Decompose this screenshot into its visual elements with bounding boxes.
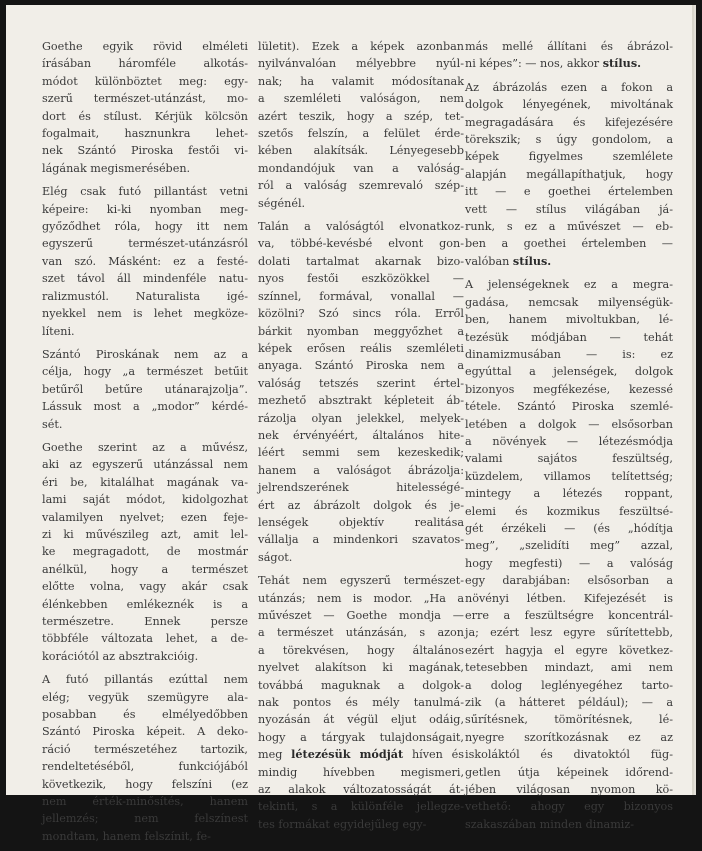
text-line: jében világosan nyomon kö- (465, 783, 673, 797)
text-line: anyaga. Szántó Piroska nem a (258, 359, 464, 373)
text-line: mintegy a létezés roppant, (465, 487, 673, 501)
text-line: léért semmi sem kezeskedik; (258, 446, 464, 460)
emphasis-text: stílus. (512, 253, 552, 268)
paragraph (465, 38, 673, 73)
text-line: többféle változata lehet, a de- (42, 632, 248, 646)
text-line: gadása, nemcsak milyenségük- (465, 295, 673, 309)
text-line: Tehát nem egyszerű természet- (258, 574, 464, 588)
text-line: sűrítésnek, tömörítésnek, lé- (465, 713, 673, 727)
text-line: következik, hogy felszíni (ez (42, 777, 248, 791)
text-line: letében a dolgok — elsősorban (465, 417, 673, 431)
text-line: törekszik; s úgy gondolom, a (465, 133, 673, 147)
text-line: Az ábrázolás ezen a fokon a (465, 80, 673, 94)
text-line: utánzás; nem is modor. „Ha a (258, 591, 464, 605)
text-line: ke megragadott, de mostmár (42, 545, 248, 559)
paragraph (258, 572, 464, 833)
text-line: aki az egyszerű utánzással nem (42, 458, 248, 472)
text-line: elég; vegyük szemügyre ala- (42, 690, 248, 704)
text-line: a törekvésen, hogy általános (258, 643, 464, 657)
text-line: anélkül, hogy a természet (42, 562, 248, 576)
text-line: egy darabjában: elsősorban a (465, 574, 673, 588)
text-line: rendeltetéséből, funkciójából (42, 760, 248, 774)
text-line: Goethe szerint az a művész, (42, 440, 248, 454)
text-line: nyelvet alakítson ki magának, (258, 661, 464, 675)
text-line: Szántó Piroska képeit. A deko- (42, 725, 248, 739)
text-line: nak; ha valamit módosítanak (258, 74, 464, 88)
text-line: célja, hogy „a természet betűit (42, 365, 248, 379)
text-line: dinamizmusában — is: ez (465, 347, 673, 361)
text-line: fogalmait, hasznunkra lehet- (42, 127, 248, 141)
text-line: Goethe egyik rövid elméleti (42, 40, 248, 53)
text-line: mondandójuk van a valóság- (258, 161, 464, 175)
text-line: alapján megállapíthatjuk, hogy (465, 167, 673, 181)
text-line: mezhető absztrakt képleteit áb- (258, 394, 464, 408)
text-line: elemi és kozmikus feszültsé- (465, 504, 673, 518)
text-line: valami sajátos feszültség, (465, 452, 673, 466)
text-line: képek figyelmes szemlélete (465, 150, 673, 164)
text-line: hogy a tárgyak tulajdonságait, (258, 730, 464, 744)
paragraph (42, 183, 248, 340)
text-line: kében alakítsák. Lényegesebb (258, 144, 464, 158)
text-line: erre a feszültségre koncentrál- (465, 609, 673, 622)
text-line: ráció természetéhez tartozik, (42, 742, 248, 756)
text-line: nek érvényéért, általános hite- (258, 428, 464, 442)
text-line: dolgok lényegének, mivoltának (465, 98, 673, 112)
paragraph (42, 346, 248, 433)
text-line: nyilvánvalóan mélyebbre nyúl- (258, 57, 464, 71)
text-line: lületit). Ezek a képek azonban (258, 40, 464, 53)
text-line: színnel, formával, vonallal — (258, 289, 464, 303)
text-line: azért teszik, hogy a szép, tet- (258, 109, 464, 123)
text-line: győződhet róla, hogy itt nem (42, 220, 248, 234)
text-line: va, többé-kevésbé elvont gon- (258, 237, 464, 251)
text-line: nem érték-minősítés, hanem (42, 795, 248, 809)
text-line: líteni. (42, 324, 75, 338)
text-line: módot különböztet meg: egy- (42, 74, 248, 88)
text-column-1 (42, 38, 248, 851)
text-line: nak pontos és mély tanulmá- (258, 696, 464, 710)
text-line: ezért hagyja el egyre következ- (465, 643, 673, 657)
text-line: ja; ezért lesz egyre sűrítettebb, (465, 626, 673, 640)
text-line: ben a goethei értelemben — (465, 237, 673, 251)
text-line: mondtam, hanem felszínit, fe- (42, 829, 211, 843)
text-line: meg létezésük módját híven és (258, 747, 465, 762)
text-line: betűről betűre utánarajzolja”. (42, 382, 248, 396)
text-line: hogy megfesti) — a valóság (465, 556, 673, 570)
text-line: a dolog leglényegéhez tarto- (465, 678, 673, 692)
text-line: az alakok változatosságát át- (258, 783, 464, 797)
text-line: élénkebben emlékeznék is a (42, 597, 248, 611)
text-line: nyos festői eszközökkel — (258, 272, 464, 286)
text-line: művészet — Goethe mondja — (258, 609, 464, 622)
paragraph (42, 671, 248, 845)
text-line: itt — e goethei értelemben (465, 185, 673, 199)
text-line: növényi létben. Kifejezését is (465, 591, 673, 605)
text-line: ni képes”: — nos, akkor stílus. (465, 56, 642, 71)
text-line: runk, s ez a művészet — eb- (465, 220, 673, 234)
text-line: A jelenségeknek ez a megra- (465, 278, 673, 292)
text-line: nyegre szorítkozásnak ez az (465, 730, 673, 744)
text-line: lágának megismerésében. (42, 161, 191, 175)
text-line: bizonyos megfékezése, kezessé (465, 382, 673, 396)
text-line: jellemzés; nem felszínest (42, 812, 248, 826)
text-line: tétele. Szántó Piroska szemlé- (465, 400, 673, 414)
text-line: ségénél. (258, 196, 306, 210)
emphasis-text: stílus. (602, 56, 642, 71)
page-edge (692, 5, 694, 795)
text-line: vállalja a mindenkori szavatos- (258, 533, 464, 547)
text-line: van szó. Másként: ez a festé- (42, 254, 248, 268)
text-line: más mellé állítani és ábrázol- (465, 40, 673, 53)
text-line: Talán a valóságtól elvonatkoz- (258, 220, 464, 234)
text-line: előtte volna, vagy akár csak (42, 580, 248, 594)
text-line: vethető: ahogy egy bizonyos (465, 800, 673, 814)
paragraph (42, 439, 248, 665)
text-line: szerű természet-utánzást, mo- (42, 92, 248, 106)
text-line: nek Szántó Piroska festői vi- (42, 144, 248, 158)
text-line: természetre. Ennek persze (42, 615, 248, 628)
text-line: egyszerű természet-utánzásról (42, 237, 248, 251)
text-line: valamilyen nyelvet; ezen feje- (42, 510, 248, 524)
text-line: ról a valóság szemrevaló szép- (258, 179, 464, 193)
text-line: mindig hívebben megismeri, (258, 765, 464, 779)
text-line: korációtól az absztrakcióig. (42, 649, 199, 663)
text-line: szakaszában minden dinamiz- (465, 817, 635, 831)
text-line: ben, hanem mivoltukban, lé- (465, 313, 673, 327)
text-line: valóban stílus. (465, 253, 552, 268)
text-line: képek erősen reális szemléleti (258, 341, 464, 355)
text-line: getlen útja képeinek időrend- (465, 765, 673, 779)
text-line: nyozásán át végül eljut odáig, (258, 713, 464, 727)
paragraph (465, 276, 673, 833)
text-line: Lássuk most a „modor” kérdé- (42, 400, 248, 414)
text-line: képeire: ki-ki nyomban meg- (42, 202, 248, 216)
text-line: éri be, kitalálhat magának va- (42, 475, 248, 489)
text-line: nyekkel nem is lehet megköze- (42, 307, 248, 321)
text-line: megragadására és kifejezésére (465, 115, 673, 129)
paragraph (258, 38, 464, 212)
text-line: vett — stílus világában já- (465, 202, 673, 216)
paragraph (42, 38, 248, 177)
text-line: Elég csak futó pillantást vetni (42, 185, 248, 199)
text-line: tezésük módjában — tehát (465, 330, 673, 344)
text-line: sét. (42, 417, 63, 431)
text-line: valóság tetszés szerint értel- (258, 376, 464, 390)
text-column-2 (258, 38, 464, 839)
text-column-3 (465, 38, 673, 839)
text-line: posabban és elmélyedőbben (42, 708, 248, 722)
text-line: zik (a hátteret például); — a (465, 696, 673, 710)
text-line: lami saját módot, kidolgozhat (42, 493, 248, 507)
text-line: a természet utánzásán, s azon (258, 626, 464, 640)
scanned-page (6, 5, 696, 843)
text-line: tes formákat egyidejűleg egy- (258, 817, 427, 831)
text-line: közölni? Szó sincs róla. Erről (258, 307, 464, 321)
text-line: zi ki művészileg azt, amit lel- (42, 527, 248, 541)
text-line: dort és stílust. Kérjük kölcsön (42, 109, 248, 123)
text-line: továbbá maguknak a dolgok- (258, 678, 464, 692)
text-line: ságot. (258, 550, 293, 564)
text-line: ralizmustól. Naturalista igé- (42, 289, 248, 303)
emphasis-text: létezésük módját (291, 747, 404, 762)
text-line: tetesebben mindazt, ami nem (465, 661, 673, 675)
text-line: bárkit nyomban meggyőzhet a (258, 324, 464, 338)
text-line: írásában háromféle alkotás- (42, 57, 248, 71)
text-line: egyúttal a jelenségek, dolgok (465, 365, 673, 379)
text-line: a növények — létezésmódja (465, 434, 673, 448)
text-line: meg”, „szelidíti meg” azzal, (465, 539, 673, 553)
text-line: gét érzékeli — (és „hódítja (465, 521, 673, 535)
text-line: iskoláktól és divatoktól füg- (465, 748, 673, 762)
text-line: Szántó Piroskának nem az a (42, 347, 248, 361)
text-line: ért az ábrázolt dolgok és je- (258, 498, 464, 512)
text-line: jelrendszerének hitelességé- (258, 481, 464, 495)
text-line: szet távol áll mindenféle natu- (42, 272, 248, 286)
text-line: hanem a valóságot ábrázolja: (258, 463, 464, 477)
text-line: dolati tartalmat akarnak bizo- (258, 254, 464, 268)
text-line: szetős felszín, a felület érde- (258, 127, 464, 141)
text-line: a szemléleti valóságon, nem (258, 92, 464, 106)
text-line: küzdelem, villamos telítettség; (465, 469, 673, 483)
text-line: tekinti, s a különféle jellegze- (258, 800, 464, 814)
paragraph (258, 218, 464, 566)
text-line: lenségek objektív realitása (258, 515, 464, 529)
text-line: A futó pillantás ezúttal nem (42, 673, 248, 687)
text-line: rázolja olyan jelekkel, melyek- (258, 411, 464, 425)
paragraph (465, 79, 673, 270)
